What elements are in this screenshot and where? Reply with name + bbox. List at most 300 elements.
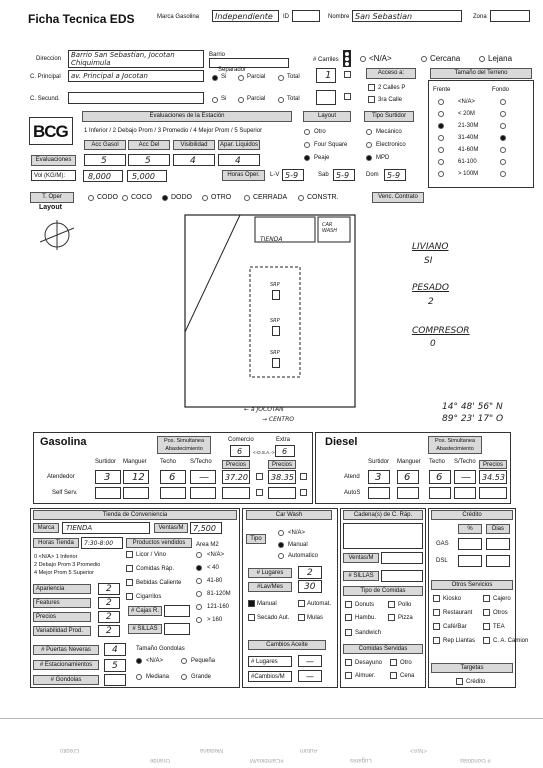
terreno-option-label: 21-30M	[458, 123, 479, 129]
cw-autom-label: Automat.	[307, 601, 332, 607]
comida-check[interactable]	[345, 614, 352, 621]
servicio-label: Cajero	[493, 596, 511, 602]
gas-pos-button[interactable]: Pos. Simultanea Abastecimiento	[157, 436, 211, 454]
marca-label: Marca Gasolina	[157, 14, 200, 20]
diesel-value: —	[461, 472, 471, 483]
estac-value: 5	[112, 661, 118, 671]
gas-value-field[interactable]	[95, 470, 121, 484]
calles2-check[interactable]	[368, 84, 375, 91]
tienda-rating-value: 2	[106, 598, 112, 608]
autos-label: AutoS	[344, 490, 361, 496]
terreno-option-label: > 100M	[458, 171, 479, 177]
radio-gondola-na[interactable]	[136, 658, 142, 664]
sec-parcial-label: Parcial	[247, 96, 266, 102]
vol-field-1[interactable]	[83, 170, 123, 182]
calle3-label: 3ra Calle	[378, 97, 403, 103]
area-radio[interactable]	[196, 617, 202, 623]
aceite-cambios-value: —	[306, 672, 314, 681]
terreno-fondo-radio[interactable]	[500, 123, 506, 129]
gas-header: S/Techo	[190, 459, 212, 465]
area-option: <N/A>	[207, 552, 225, 558]
credito-dsl-pct[interactable]	[458, 555, 482, 567]
sab-field[interactable]	[333, 169, 355, 181]
terreno-panel	[428, 80, 534, 188]
barrio-label: Barrio	[209, 52, 226, 58]
bleed-text: Crédito	[60, 747, 80, 753]
producto-label: Comidas Ráp.	[136, 566, 175, 572]
t-oper-button[interactable]: T. Oper	[30, 192, 74, 203]
bleed-text: #Cambios/M	[250, 757, 284, 763]
diesel-value-field[interactable]	[429, 470, 451, 484]
extra-field[interactable]	[275, 445, 295, 457]
gas-check-4[interactable]	[300, 489, 307, 496]
nombre-value: San Sebastian	[355, 12, 413, 21]
gas-header: Techo	[160, 459, 177, 465]
precio-extra-field[interactable]	[268, 470, 296, 484]
terreno-frente-radio[interactable]	[438, 135, 444, 141]
self-serv-label: Self Serv.	[52, 490, 78, 496]
carwash-sketch-label: CAR WASH	[322, 222, 338, 234]
terreno-frente-radio[interactable]	[438, 171, 444, 177]
bleed-text: Grande	[150, 757, 171, 763]
area-option: > 160	[207, 617, 223, 623]
horas-oper-label: Horas Oper.	[222, 170, 265, 181]
pump-label: SRP	[270, 282, 280, 288]
lv-field[interactable]	[282, 169, 304, 181]
eval-value: 4	[235, 156, 241, 166]
radio-layout-four[interactable]	[304, 142, 310, 148]
comercio-label: Comercio	[228, 437, 254, 443]
producto-check[interactable]	[126, 593, 133, 600]
terreno-fondo-radio[interactable]	[500, 111, 506, 117]
cadena-field[interactable]	[343, 523, 423, 549]
gas-self-field[interactable]	[95, 487, 121, 499]
carwash-tipo-label: Tipo	[246, 534, 266, 544]
oper-option: CODO	[97, 194, 118, 201]
c-principal-value: av. Principal a Jocotan	[71, 72, 148, 80]
tipo-comidas-title: Tipo de Comidas	[343, 586, 423, 596]
oper-option: CERRADA	[253, 194, 288, 201]
coord-lon: 89° 23' 17" O	[442, 414, 504, 424]
fondo-label: Fondo	[492, 87, 510, 93]
sillas-field[interactable]	[164, 623, 190, 635]
gas-self-field[interactable]	[160, 487, 186, 499]
servida-label: Almuer.	[355, 673, 376, 679]
cw-autom-check[interactable]	[298, 600, 305, 607]
acceso-button[interactable]: Acceso a:	[366, 68, 416, 79]
c-principal-field[interactable]	[68, 70, 204, 82]
terreno-frente-radio[interactable]	[438, 123, 444, 129]
cw-manual-check[interactable]	[248, 600, 255, 607]
tienda-rating-field[interactable]	[98, 583, 120, 595]
terreno-fondo-radio[interactable]	[500, 135, 506, 141]
gas-self-precio-2[interactable]	[268, 487, 296, 499]
oper-option: CONSTR.	[307, 194, 339, 201]
gondola-opt-3: Mediana	[146, 674, 170, 680]
eval-value-field[interactable]	[84, 154, 126, 166]
cadena-ventas-field[interactable]	[381, 552, 423, 564]
dsl-precio-field[interactable]	[479, 470, 507, 484]
gasolina-title: Gasolina	[40, 436, 87, 448]
tienda-rating-label: Features	[33, 598, 91, 608]
terreno-option-label: 31-40M	[458, 135, 479, 141]
pump-icon	[272, 358, 280, 368]
tienda-rating-label: Variabilidad Prod.	[33, 626, 91, 636]
gas-check-3[interactable]	[256, 489, 263, 496]
sab-label: Sab	[318, 172, 329, 178]
bleed-text: Mediana	[200, 747, 224, 753]
area-radio[interactable]	[196, 591, 202, 597]
pump-icon	[272, 326, 280, 336]
aceite-lugares-field[interactable]	[298, 655, 322, 667]
cadena-sillas-field[interactable]	[381, 570, 423, 582]
vol-value-1: 8,000	[88, 172, 111, 181]
servicio-check[interactable]	[433, 595, 440, 602]
comida-check[interactable]	[345, 629, 352, 636]
cw-lugares-field[interactable]	[298, 566, 322, 579]
terreno-fondo-radio[interactable]	[500, 159, 506, 165]
targetas-title: Targetas	[431, 663, 513, 673]
radio-lejana[interactable]	[479, 56, 485, 62]
tienda-rating-field[interactable]	[98, 611, 120, 623]
id-field[interactable]	[292, 10, 320, 22]
estac-field[interactable]	[104, 659, 126, 672]
radio-na[interactable]	[360, 56, 366, 62]
bleed-text: <N/A>	[410, 747, 428, 753]
zona-field[interactable]	[490, 10, 530, 22]
direccion-label: Direccion	[36, 56, 62, 62]
carriles-field[interactable]	[316, 68, 336, 83]
credito-gas-pct[interactable]	[458, 538, 482, 550]
bleed-text: # Gondolas	[460, 757, 491, 763]
gas-header: Surtidor	[95, 459, 117, 465]
gas-header: Manguer	[123, 459, 147, 465]
layout-button[interactable]: Layout	[303, 111, 351, 122]
sec-carriles-check[interactable]	[344, 93, 351, 100]
liviano-label: LIVIANO	[412, 242, 449, 252]
dom-value: 5-9	[387, 171, 401, 180]
tienda-rating-field[interactable]	[98, 597, 120, 609]
vol-label-box	[31, 170, 76, 181]
surtidor-option-1: Mecánico	[376, 129, 402, 135]
producto-check[interactable]	[126, 579, 133, 586]
dom-field[interactable]	[384, 169, 406, 181]
servida-label: Cena	[400, 673, 415, 679]
servida-label: Desayuno	[355, 660, 383, 666]
radio-cercana[interactable]	[421, 56, 427, 62]
diesel-value: 6	[404, 472, 411, 483]
cw-secado-check[interactable]	[248, 614, 255, 621]
producto-label: Cigarrilos	[136, 594, 162, 600]
tipo-surtidor-button[interactable]: Tipo Surtidor	[364, 111, 414, 122]
tienda-legend-3: 4 Mejor Prom 5 Superior	[34, 570, 94, 576]
servicio-label: Kiosko	[443, 596, 462, 602]
pump-label: SRP	[270, 318, 280, 324]
credito-gas-label: GAS	[436, 541, 449, 547]
radio-layout-peaje[interactable]	[304, 155, 310, 161]
producto-label: Licor / Vino	[136, 552, 166, 558]
comercio-field[interactable]	[230, 445, 250, 457]
cw-mulas-check[interactable]	[298, 614, 305, 621]
diesel-header: S/Techo	[454, 459, 476, 465]
servida-check[interactable]	[345, 659, 352, 666]
servicio-check[interactable]	[433, 609, 440, 616]
terreno-frente-radio[interactable]	[438, 99, 444, 105]
carriles-check[interactable]	[344, 71, 351, 78]
terreno-frente-radio[interactable]	[438, 147, 444, 153]
radio-cw-manual[interactable]	[278, 542, 284, 548]
oper-radio[interactable]	[244, 195, 250, 201]
compresor-value: 0	[430, 339, 436, 349]
oper-radio[interactable]	[88, 195, 94, 201]
gas-precios-label-1: Precios	[222, 460, 250, 469]
diesel-header: Manguer	[397, 459, 421, 465]
radio-gondola-mediana[interactable]	[136, 674, 142, 680]
servicio-check[interactable]	[433, 623, 440, 630]
gondolas-field[interactable]	[104, 674, 126, 686]
c-secund-field[interactable]	[68, 92, 204, 104]
diesel-value-field[interactable]	[368, 470, 390, 484]
servicio-label: Café/Bar	[443, 624, 467, 630]
radio-surt-mpd[interactable]	[366, 155, 372, 161]
comida-check[interactable]	[388, 601, 395, 608]
layout-option-3: Peaje	[314, 155, 330, 161]
comida-label: Hambu.	[355, 615, 377, 621]
diesel-self-field[interactable]	[368, 487, 390, 499]
oper-option: COCO	[131, 194, 152, 201]
gondola-opt-1: <N/A>	[146, 658, 164, 664]
eval-value-field[interactable]	[218, 154, 260, 166]
horas-tienda-field[interactable]	[81, 537, 123, 549]
diesel-title: Diesel	[325, 436, 358, 448]
comercio-value: 6	[237, 447, 243, 456]
radio-surt-mecanico[interactable]	[366, 129, 372, 135]
credito-card-check[interactable]	[456, 678, 463, 685]
precio-comercio-value: 37.20	[225, 473, 248, 482]
tienda-marca-value: TIENDA	[66, 524, 93, 532]
servida-check[interactable]	[390, 659, 397, 666]
eval-header: Apar. Liquidos	[219, 142, 259, 148]
diesel-self-field[interactable]	[454, 487, 476, 499]
tienda-rating-label: Apariencia	[33, 584, 91, 594]
parcial-label: Parcial	[247, 74, 266, 80]
area-option: < 40	[207, 565, 219, 571]
comida-check[interactable]	[388, 614, 395, 621]
aceite-lugares-label: # Lugares	[251, 659, 278, 665]
credito-dsl-dias[interactable]	[486, 555, 510, 567]
pump-label: SRP	[270, 350, 280, 356]
terreno-fondo-radio[interactable]	[500, 147, 506, 153]
gas-self-field[interactable]	[123, 487, 149, 499]
area-radio[interactable]	[196, 552, 202, 558]
tienda-rating-value: 2	[106, 612, 112, 622]
diesel-self-field[interactable]	[397, 487, 419, 499]
diesel-value-field[interactable]	[454, 470, 476, 484]
radio-gondola-grande[interactable]	[181, 674, 187, 680]
sec-carriles-field[interactable]	[316, 90, 336, 105]
ventas-field[interactable]	[190, 522, 222, 534]
cadena-ventas-label: Ventas/M	[343, 553, 379, 563]
direccion-value: Barrio San Sebastian, Jocotan Chiquimula	[71, 51, 175, 67]
gas-self-field[interactable]	[190, 487, 216, 499]
calles2-label: 2 Calles P	[378, 85, 406, 91]
gas-value-field[interactable]	[190, 470, 216, 484]
lejana-option: Lejana	[488, 54, 513, 63]
vol-label: Vol (KG/M):	[34, 173, 66, 179]
radio-sep-parcial[interactable]	[238, 75, 244, 81]
radio-cw-na[interactable]	[278, 530, 284, 536]
comida-label: Donuts	[355, 602, 375, 608]
total-label: Total	[287, 74, 300, 80]
comida-label: Sandwich	[355, 630, 382, 636]
terreno-frente-radio[interactable]	[438, 111, 444, 117]
tienda-marca-field[interactable]	[62, 522, 150, 534]
c-principal-label: C. Principal	[30, 74, 61, 80]
eval-value: 4	[190, 156, 196, 166]
vol-field-2[interactable]	[127, 170, 167, 182]
aceite-lugares-value: —	[306, 657, 314, 666]
gas-value: 3	[104, 472, 111, 483]
servidas-title: Comidas Servidas	[343, 644, 423, 654]
puertas-label: # Puertas Neveras	[33, 645, 99, 655]
gas-value-field[interactable]	[123, 470, 149, 484]
radio-sec-si[interactable]	[212, 97, 218, 103]
radio-gondola-pequena[interactable]	[181, 658, 187, 664]
layout-option-1: Otro	[314, 129, 326, 135]
oper-radio[interactable]	[122, 195, 128, 201]
bcg-logo	[29, 117, 73, 145]
separador-label: Separador	[218, 67, 247, 73]
marca-field[interactable]	[212, 10, 279, 22]
gondolas-label: # Gondolas	[33, 675, 99, 685]
area-radio[interactable]	[196, 604, 202, 610]
puertas-field[interactable]	[104, 643, 126, 656]
terreno-title: Tamaño del Terreno	[430, 68, 532, 79]
lv-label: L-V	[270, 172, 280, 178]
cercana-option: Cercana	[430, 54, 461, 63]
area-option: 81-120M	[207, 591, 231, 597]
gas-check-1[interactable]	[256, 473, 263, 480]
credito-gas-dias[interactable]	[486, 538, 510, 550]
area-option: 41-80	[207, 578, 223, 584]
venc-contrato-button[interactable]: Venc. Contrato	[372, 192, 424, 203]
servida-check[interactable]	[390, 672, 397, 679]
servicio-check[interactable]	[483, 637, 490, 644]
cw-lav-value: 30	[304, 582, 316, 592]
servicio-check[interactable]	[483, 609, 490, 616]
aceite-cambios-field[interactable]	[298, 670, 322, 682]
dsl-precio-value: 34.53	[482, 473, 505, 482]
radio-surt-electronico[interactable]	[366, 142, 372, 148]
radio-layout-otro[interactable]	[304, 129, 310, 135]
compresor-label: COMPRESOR	[412, 326, 470, 336]
marca-value: Independiente	[215, 12, 273, 21]
area-radio[interactable]	[196, 578, 202, 584]
oper-radio[interactable]	[202, 195, 208, 201]
producto-check[interactable]	[126, 551, 133, 558]
dsl-self-precio[interactable]	[479, 487, 507, 499]
radio-sep-total[interactable]	[278, 75, 284, 81]
tienda-rating-field[interactable]	[98, 625, 120, 637]
cw-tipo-2: Manual	[288, 542, 308, 548]
cw-mulas-label: Mulas	[307, 615, 324, 621]
cajas-label: # Cajas R.	[128, 606, 162, 616]
cw-lav-field[interactable]	[298, 580, 322, 593]
zona-label: Zona	[473, 14, 487, 20]
diesel-self-field[interactable]	[429, 487, 451, 499]
radio-sep-si[interactable]	[212, 75, 218, 81]
servicio-check[interactable]	[433, 637, 440, 644]
servicio-label: Otros	[493, 610, 508, 616]
tienda-rating-value: 2	[106, 626, 112, 636]
cw-lugares-value: 2	[307, 568, 313, 578]
sab-value: 5-9	[336, 171, 350, 180]
carriles-value: 1	[325, 70, 332, 81]
cw-lav-label: #Lav/Mes	[248, 582, 292, 592]
oper-radio[interactable]	[162, 195, 168, 201]
precio-comercio-field[interactable]	[222, 470, 250, 484]
form-title: Ficha Tecnica EDS	[28, 12, 135, 26]
c-secund-label: C. Secund.	[30, 96, 60, 102]
oper-radio[interactable]	[298, 195, 304, 201]
gas-check-2[interactable]	[300, 473, 307, 480]
servicio-check[interactable]	[483, 595, 490, 602]
gas-value: —	[199, 472, 209, 483]
servicio-check[interactable]	[483, 623, 490, 630]
vol-value-2: 5,000	[132, 172, 155, 181]
terreno-fondo-radio[interactable]	[500, 99, 506, 105]
gas-self-precio-1[interactable]	[222, 487, 250, 499]
diesel-value-field[interactable]	[397, 470, 419, 484]
diesel-pos-button[interactable]: Pos. Simultanea Abastecimiento	[428, 436, 482, 454]
road-label-2: → CENTRO	[262, 416, 294, 423]
tienda-rating-label: Precios	[33, 612, 91, 622]
terreno-fondo-radio[interactable]	[500, 171, 506, 177]
credito-card-label: Crédito	[466, 679, 486, 685]
surtidor-option-2: Electronico	[376, 142, 406, 148]
gas-precios-label-2: Precios	[268, 460, 296, 469]
diesel-header: Surtidor	[368, 459, 390, 465]
coord-lat: 14° 48' 56" N	[442, 402, 503, 412]
oper-option: DODO	[171, 194, 192, 201]
calle3-check[interactable]	[368, 96, 375, 103]
eval-value-field[interactable]	[173, 154, 215, 166]
frente-label: Frente	[433, 87, 451, 93]
eval-value-field[interactable]	[128, 154, 170, 166]
area-radio[interactable]	[196, 565, 202, 571]
servida-check[interactable]	[345, 672, 352, 679]
credito-dias-label: Dias	[486, 524, 510, 534]
nombre-field[interactable]	[352, 10, 462, 22]
eval-value: 5	[101, 156, 107, 166]
radio-sec-parcial[interactable]	[238, 97, 244, 103]
sillas-label: # SILLAS	[128, 624, 162, 634]
comida-check[interactable]	[345, 601, 352, 608]
cadena-sillas-label: # SILLAS	[343, 571, 379, 581]
terreno-frente-radio[interactable]	[438, 159, 444, 165]
diesel-value: 3	[375, 472, 382, 483]
servicio-label: C. A. Camion	[493, 638, 529, 644]
direccion-field[interactable]	[68, 50, 204, 68]
ventas-value: 7,500	[193, 524, 216, 533]
cajas-field[interactable]	[164, 605, 190, 617]
radio-sec-total[interactable]	[278, 97, 284, 103]
gas-value-field[interactable]	[160, 470, 186, 484]
radio-cw-auto[interactable]	[278, 553, 284, 559]
liviano-value: SI	[424, 256, 433, 266]
producto-check[interactable]	[126, 565, 133, 572]
carwash-title: Car Wash	[246, 510, 332, 520]
